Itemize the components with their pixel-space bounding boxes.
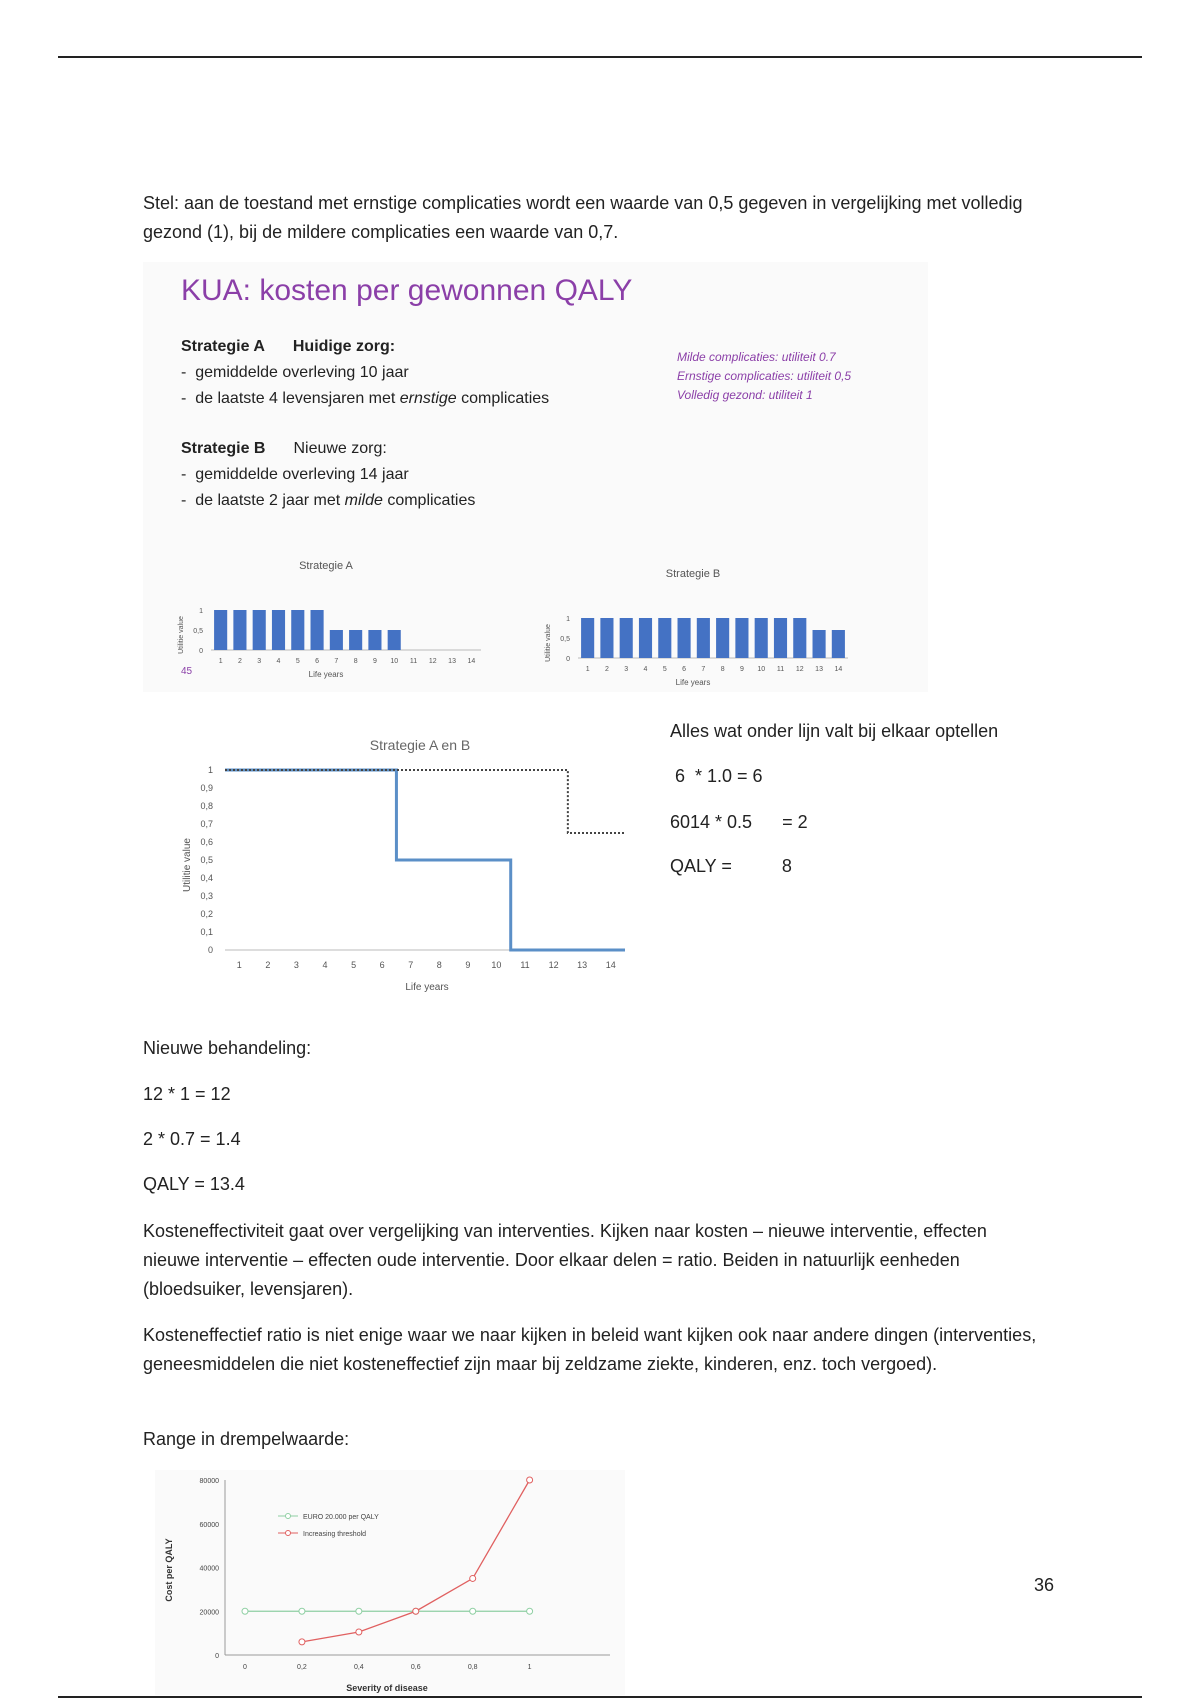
data-point xyxy=(470,1575,476,1581)
x-tick-label: 0,6 xyxy=(410,1664,421,1671)
x-tick-label: 14 xyxy=(467,658,476,665)
y-tick-label: 0 xyxy=(199,648,203,655)
x-tick-label: 2 xyxy=(265,960,271,970)
bar xyxy=(330,630,343,650)
bar xyxy=(793,618,806,658)
x-tick-label: 12 xyxy=(795,666,804,673)
slide-title: KUA: kosten per gewonnen QALY xyxy=(181,274,633,307)
x-tick-label: 12 xyxy=(548,960,559,970)
data-point xyxy=(527,1608,533,1614)
chart-title: Strategie A en B xyxy=(369,737,471,753)
x-tick-label: 14 xyxy=(834,666,843,673)
x-tick-label: 8 xyxy=(436,960,442,970)
y-tick-label: 1 xyxy=(566,616,570,623)
series-line-strategie-b xyxy=(225,770,625,833)
bar xyxy=(735,618,748,658)
x-axis-label: Life years xyxy=(405,982,449,993)
x-tick-label: 0,8 xyxy=(467,1664,478,1671)
y-axis-label: Cost per QALY xyxy=(164,1538,174,1602)
chart-title: Strategie A xyxy=(299,560,353,572)
y-tick-label: 0,5 xyxy=(193,628,203,635)
strategy-a-item2-em: ernstige xyxy=(399,390,457,407)
strategy-a-item2-post: complicaties xyxy=(456,390,550,407)
note-ernstige: Ernstige complicaties: utiliteit 0,5 xyxy=(677,369,852,383)
x-tick-label: 8 xyxy=(720,666,725,673)
x-tick-label: 4 xyxy=(276,658,281,665)
strategy-b-item2-pre: de laatste 2 jaar met xyxy=(195,492,345,509)
y-tick-label: 0,3 xyxy=(200,891,213,901)
y-axis-label: Utilitie value xyxy=(182,838,193,892)
data-point xyxy=(527,1477,533,1483)
bar xyxy=(639,618,652,658)
legend-label: Increasing threshold xyxy=(303,1531,367,1538)
range-heading: Range in drempelwaarde: xyxy=(143,1429,350,1449)
x-tick-label: 2 xyxy=(237,658,242,665)
x-tick-label: 4 xyxy=(322,960,328,970)
y-tick-label: 0,8 xyxy=(200,801,213,811)
x-tick-label: 13 xyxy=(815,666,823,673)
legend-marker xyxy=(286,1531,291,1536)
bar xyxy=(697,618,710,658)
x-tick-label: 10 xyxy=(757,666,766,673)
x-tick-label: 5 xyxy=(662,666,667,673)
x-tick-label: 11 xyxy=(776,666,785,673)
x-tick-label: 9 xyxy=(372,658,377,665)
bar xyxy=(620,618,633,658)
bar xyxy=(716,618,729,658)
bar xyxy=(678,618,691,658)
y-tick-label: 0 xyxy=(566,656,570,663)
x-tick-label: 2 xyxy=(604,666,609,673)
x-axis-label: Life years xyxy=(675,678,711,687)
x-axis-label: Severity of disease xyxy=(346,1683,428,1693)
x-tick-label: 0,2 xyxy=(297,1664,307,1671)
bar xyxy=(253,610,266,650)
strategy-b-item2-post: complicaties xyxy=(382,492,476,509)
x-tick-label: 0,4 xyxy=(353,1664,364,1671)
page-number: 36 xyxy=(1034,1575,1055,1595)
nieuwe-line1: 12 * 1 = 12 xyxy=(143,1084,231,1104)
x-tick-label: 9 xyxy=(739,666,744,673)
nieuwe-heading: Nieuwe behandeling: xyxy=(143,1038,312,1058)
x-tick-label: 13 xyxy=(448,658,456,665)
utility-notes xyxy=(677,348,851,405)
note-milde: Milde complicaties: utiliteit 0.7 xyxy=(677,350,836,364)
nieuwe-line2: 2 * 0.7 = 1.4 xyxy=(143,1129,241,1149)
bar xyxy=(349,630,362,650)
bar xyxy=(233,610,246,650)
bar xyxy=(272,610,285,650)
chart-strategie-a xyxy=(171,555,491,685)
x-axis-label: Life years xyxy=(308,670,344,679)
x-tick-label: 1 xyxy=(218,658,223,665)
x-tick-label: 14 xyxy=(605,960,616,970)
y-tick-label: 0,9 xyxy=(200,783,213,793)
calc-heading: Alles wat onder lijn valt bij elkaar optellen xyxy=(670,721,999,741)
strategy-a-sub: Huidige zorg: xyxy=(292,338,396,355)
bar xyxy=(291,610,304,650)
top-rule xyxy=(58,56,1142,58)
y-tick-label: 0,4 xyxy=(200,873,213,883)
strategy-b-item1: gemiddelde overleving 14 jaar xyxy=(195,466,409,483)
y-tick-label: 1 xyxy=(199,608,203,615)
slide-image xyxy=(143,262,928,692)
x-tick-label: 5 xyxy=(351,960,357,970)
x-tick-label: 7 xyxy=(408,960,414,970)
x-tick-label: 9 xyxy=(465,960,471,970)
x-tick-label: 4 xyxy=(643,666,648,673)
x-tick-label: 6 xyxy=(682,666,687,673)
x-tick-label: 3 xyxy=(293,960,299,970)
y-tick-label: 0,1 xyxy=(200,927,213,937)
x-tick-label: 11 xyxy=(409,658,418,665)
x-tick-label: 13 xyxy=(577,960,588,970)
calc-line2: 6014 * 0.5 = 2 xyxy=(670,812,808,832)
data-point xyxy=(356,1629,362,1635)
x-tick-label: 5 xyxy=(295,658,300,665)
y-tick-label: 80000 xyxy=(199,1478,219,1485)
x-tick-label: 11 xyxy=(520,960,530,970)
chart-strategie-a-en-b xyxy=(175,730,635,1000)
x-tick-label: 12 xyxy=(428,658,437,665)
data-point xyxy=(356,1608,362,1614)
bar xyxy=(813,630,826,658)
bar xyxy=(832,630,845,658)
calc-line1: 6 * 1.0 = 6 xyxy=(670,766,763,786)
bar xyxy=(774,618,787,658)
data-point xyxy=(242,1608,248,1614)
y-tick-label: 0,5 xyxy=(200,855,213,865)
nieuwe-line3: QALY = 13.4 xyxy=(143,1174,245,1194)
strategy-a-item1: gemiddelde overleving 10 jaar xyxy=(195,364,409,381)
bar xyxy=(311,610,324,650)
strategy-a-block: Strategie A Huidige zorg: - gemiddelde overleving 10 jaar - de laatste 4 levensjaren met ernstige complicaties xyxy=(181,338,550,407)
chart-range-drempelwaarde xyxy=(155,1470,625,1695)
slide-number: 45 xyxy=(181,666,193,677)
strategy-b-item2-em: milde xyxy=(344,492,383,509)
strategy-b-label: Strategie B xyxy=(181,440,266,457)
paragraph-kosteneffectief-ratio: Kosteneffectief ratio is niet enige waar we naar kijken in beleid want kijken ook naar andere dingen (interventies, geneesmiddelen die niet kosteneffectief zijn maar bij zeldzame ziekte, kinderen, enz. toch vergoed). xyxy=(143,1325,1037,1374)
y-tick-label: 40000 xyxy=(199,1565,219,1573)
y-tick-label: 1 xyxy=(207,765,213,775)
x-tick-label: 3 xyxy=(624,666,629,673)
x-tick-label: 1 xyxy=(236,960,242,970)
x-tick-label: 1 xyxy=(585,666,590,673)
bar xyxy=(755,618,768,658)
y-axis-label: Utilitie value xyxy=(545,624,552,662)
bar xyxy=(581,618,594,658)
strategy-a-item2-pre: de laatste 4 levensjaren met xyxy=(195,390,400,407)
x-tick-label: 7 xyxy=(334,658,339,665)
data-point xyxy=(299,1608,305,1614)
y-tick-label: 60000 xyxy=(199,1521,219,1529)
data-point xyxy=(470,1608,476,1614)
series-line-strategie-a xyxy=(225,770,625,950)
y-tick-label: 0,5 xyxy=(560,636,570,643)
y-tick-label: 0 xyxy=(215,1653,219,1660)
x-tick-label: 3 xyxy=(257,658,262,665)
bar xyxy=(658,618,671,658)
x-tick-label: 6 xyxy=(315,658,320,665)
strategy-a-label: Strategie A xyxy=(181,338,265,355)
bar xyxy=(368,630,381,650)
chart-title: Strategie B xyxy=(665,568,721,580)
calc-line3: QALY = 8 xyxy=(670,856,792,876)
data-point xyxy=(413,1608,419,1614)
x-tick-label: 10 xyxy=(491,960,502,970)
y-tick-label: 0,6 xyxy=(200,837,213,847)
paragraph-kosteneffectiviteit: Kosteneffectiviteit gaat over vergelijking van interventies. Kijken naar kosten – nieuwe interventie, effecten nieuwe interventie – effecten oude interventie. Door elkaar delen = ratio. Beiden in natuurlijk eenheden (bloedsuiker, levensjaren). xyxy=(143,1221,987,1299)
x-tick-label: 10 xyxy=(390,658,399,665)
note-gezond: Volledig gezond: utiliteit 1 xyxy=(677,388,813,402)
data-point xyxy=(299,1639,305,1645)
y-tick-label: 20000 xyxy=(199,1609,219,1617)
x-tick-label: 7 xyxy=(701,666,706,673)
bar xyxy=(600,618,613,658)
y-tick-label: 0,7 xyxy=(200,819,213,829)
chart-strategie-b xyxy=(538,563,858,693)
bottom-rule xyxy=(58,1696,1142,1698)
strategy-b-block: Strategie B Nieuwe zorg: - gemiddelde overleving 14 jaar - de laatste 2 jaar met milde complicaties xyxy=(181,440,476,509)
x-tick-label: 0 xyxy=(243,1664,247,1671)
y-axis-label: Utilitie value xyxy=(178,616,185,654)
bar xyxy=(388,630,401,650)
legend-label: EURO 20.000 per QALY xyxy=(303,1514,379,1521)
y-tick-label: 0 xyxy=(207,945,213,955)
x-tick-label: 8 xyxy=(353,658,358,665)
intro-paragraph: Stel: aan de toestand met ernstige complicaties wordt een waarde van 0,5 gegeven in vergelijking met volledig gezond (1), bij de mildere complicaties een waarde van 0,7. xyxy=(143,193,1023,242)
legend-marker xyxy=(286,1514,291,1519)
y-tick-label: 0,2 xyxy=(200,909,213,919)
bar xyxy=(214,610,227,650)
strategy-b-sub: Nieuwe zorg: xyxy=(293,440,387,457)
x-tick-label: 6 xyxy=(379,960,385,970)
x-tick-label: 1 xyxy=(527,1664,532,1671)
